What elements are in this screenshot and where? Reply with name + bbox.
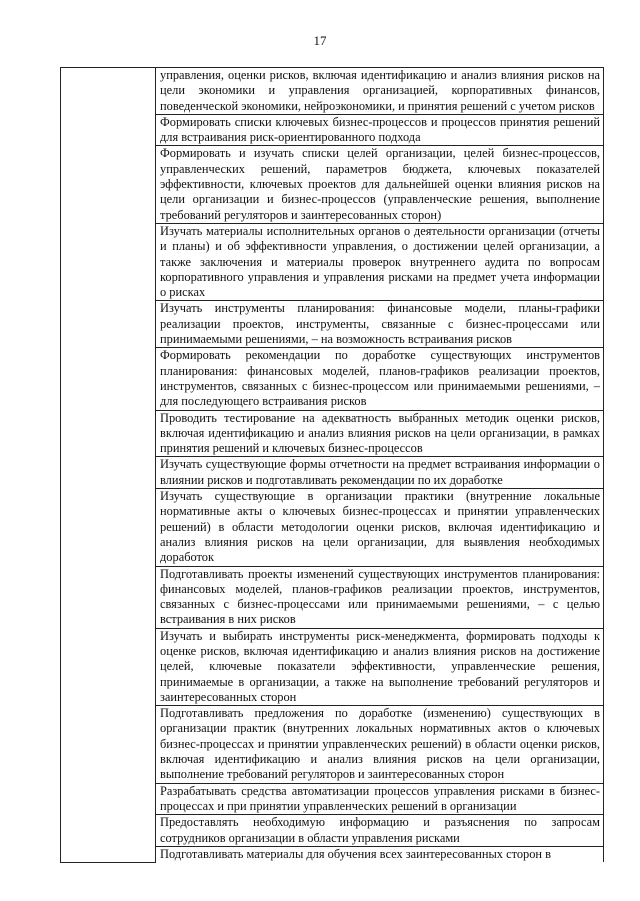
- table-cell: Формировать списки ключевых бизнес-процессов и процессов принятия решений для встраивания риск-ориентированного подхода: [156, 114, 604, 146]
- table-cell: Предоставлять необходимую информацию и разъяснения по запросам сотрудников организации в области управления рисками: [156, 815, 604, 847]
- table-row: [61, 68, 604, 115]
- page-number: 17: [313, 33, 327, 48]
- table-cell: Подготавливать предложения по доработке (изменению) существующих в организации практик (внутренних локальных нормативных актов о ключевых бизнес-процессах и принятии управленческих решений) в области оценки рисков, включая идентификацию и анализ влияния рисков на цели организации, выполнение требований регуляторов и заинтересованных сторон: [156, 706, 604, 783]
- table-cell: Разрабатывать средства автоматизации процессов управления рисками в бизнес-процессах и при принятии управленческих решений в организации: [156, 783, 604, 815]
- table-cell: Формировать и изучать списки целей организации, целей бизнес-процессов, управленческих решений, параметров бюджета, ключевых показателей эффективности, ключевых проектов для дальнейшей оценки влияния рисков на цели организации и бизнес-процессов (управленческие решения, выполнение требований регуляторов и заинтересованных сторон): [156, 146, 604, 223]
- table-cell: Изучать существующие в организации практики (внутренние локальные нормативные акты о ключевых бизнес-процессах и принятии управленческих решений) в области методологии оценки рисков, включая идентификацию и анализ влияния рисков на цели организации, для выявления необходимых доработок: [156, 489, 604, 566]
- table-cell: Формировать рекомендации по доработке существующих инструментов планирования: финансовых моделей, планов-графиков реализации проектов, инструментов, связанных с бизнес-процессом или принимаемыми решениями, – для последующего встраивания рисков: [156, 348, 604, 410]
- table-cell: Изучать материалы исполнительных органов о деятельности организации (отчеты и планы) и об эффективности управления, о достижении целей организации, а также заключения и материалы проверок внутреннего аудита по вопросам корпоративного управления и управления рисками на предмет учета информации о рисках: [156, 223, 604, 300]
- table-cell: Изучать существующие формы отчетности на предмет встраивания информации о влиянии рисков и подготавливать рекомендации по их доработке: [156, 457, 604, 489]
- table-cell: Проводить тестирование на адекватность выбранных методик оценки рисков, включая идентификацию и анализ влияния рисков на цели организации, в рамках принятия решений и ключевых бизнес-процессов: [156, 410, 604, 457]
- table-cell: управления, оценки рисков, включая идентификацию и анализ влияния рисков на цели экономики и управления организацией, корпоративных финансов, поведенческой экономики, нейроэкономики, и принятия решений с учетом рисков: [156, 68, 604, 115]
- table-cell: Изучать инструменты планирования: финансовые модели, планы-графики реализации проектов, инструменты, связанные с бизнес-процессами или принимаемыми решениями, – на возможность встраивания рисков: [156, 301, 604, 348]
- table-left-column: [61, 68, 156, 863]
- table-cell: Изучать и выбирать инструменты риск-менеджмента, формировать подходы к оценке рисков, включая идентификацию и анализ влияния рисков на достижение целей, ключевые показатели эффективности, управленческие решения, принимаемые в организации, а также на выполнение требований регуляторов и заинтересованных сторон: [156, 628, 604, 705]
- table-cell: Подготавливать материалы для обучения всех заинтересованных сторон в: [156, 846, 604, 862]
- table-cell: Подготавливать проекты изменений существующих инструментов планирования: финансовых моделей, планов-графиков реализации проектов, инструментов, связанных с бизнес-процессами или принимаемыми решениями, – с целью встраивания в них рисков: [156, 566, 604, 628]
- labor-functions-table: [60, 67, 604, 863]
